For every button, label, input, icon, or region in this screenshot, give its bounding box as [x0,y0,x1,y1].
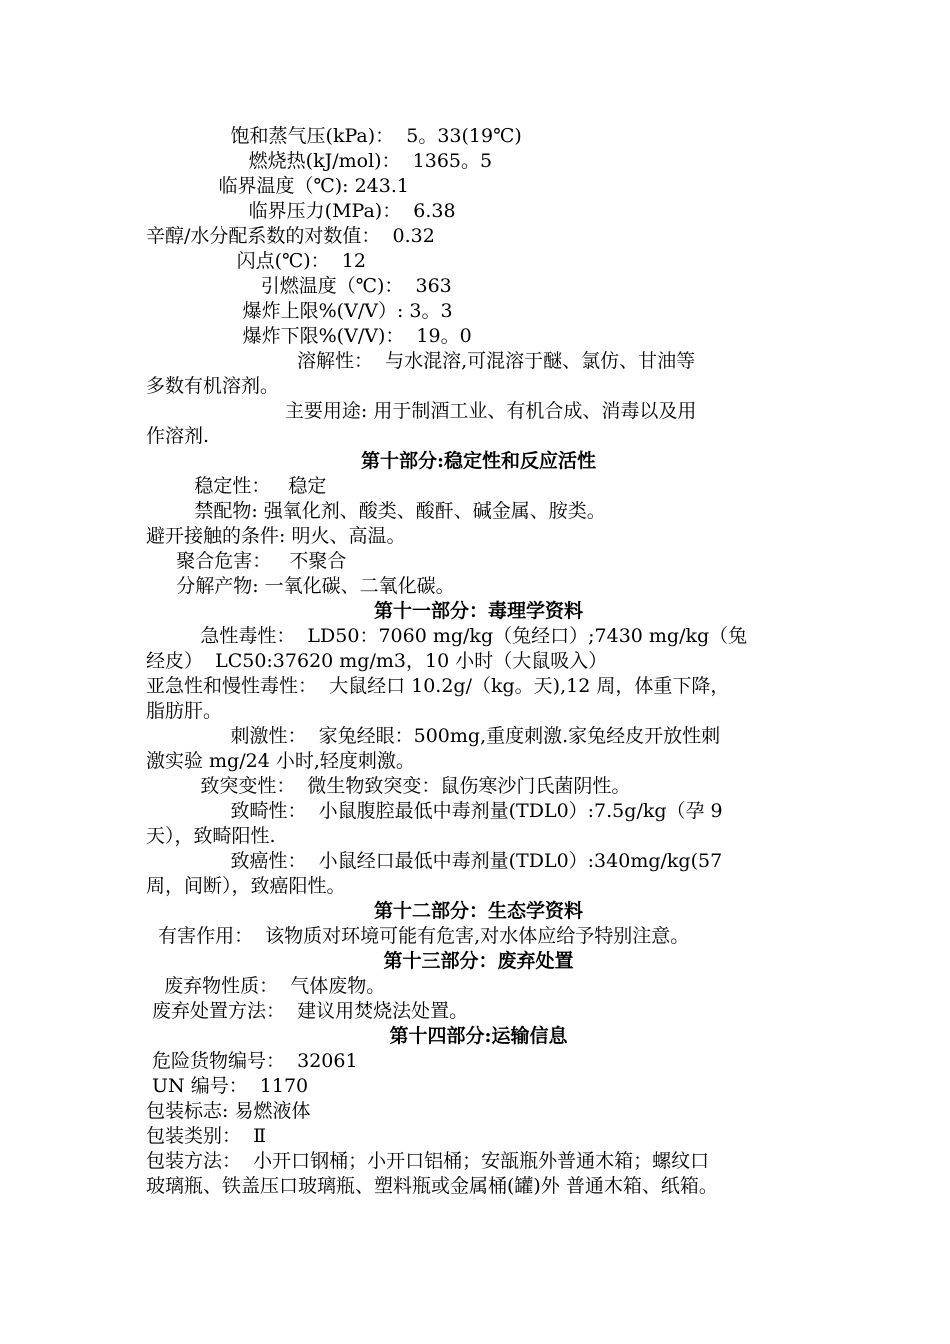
packaging-method: 包装方法： 小开口钢桶；小开口铝桶；安瓿瓶外普通木箱；螺纹口 [146,1150,710,1172]
incompatible-materials: 禁配物: 强氧化剂、酸类、酸酐、碱金属、胺类。 [146,500,606,522]
critical-pressure: 临界压力(MPa)： 6.38 [146,200,456,222]
solubility-cont: 多数有机溶剂。 [146,375,280,397]
harmful-effects: 有害作用： 该物质对环境可能有危害,对水体应给予特别注意。 [146,925,690,947]
un-number: UN 编号： 1170 [146,1075,309,1097]
acute-toxicity-cont: 经皮） LC50:37620 mg/m3，10 小时（大鼠吸入） [146,650,608,672]
section-11-title: 第十一部分：毒理学资料 [373,600,583,622]
chronic-toxicity-cont: 脂肪肝。 [146,700,223,722]
waste-nature: 废弃物性质： 气体废物。 [146,975,386,997]
conditions-to-avoid: 避开接触的条件: 明火、高温。 [146,525,406,547]
carcinogenicity: 致癌性： 小鼠经口最低中毒剂量(TDL0）:340mg/kg(57 [146,850,723,872]
ignition-temperature: 引燃温度（℃)： 363 [146,275,452,297]
section-12-title: 第十二部分：生态学资料 [373,900,583,922]
disposal-method: 废弃处置方法： 建议用焚烧法处置。 [146,1000,469,1022]
stability: 稳定性： 稳定 [146,475,327,497]
heat-of-combustion: 燃烧热(kJ/mol)： 1365。5 [146,150,493,172]
dangerous-goods-number: 危险货物编号： 32061 [146,1050,358,1072]
chronic-toxicity: 亚急性和慢性毒性： 大鼠经口 10.2g/（kg。天),12 周，体重下降， [146,675,730,697]
irritation: 刺激性： 家兔经眼：500mg,重度刺激.家兔经皮开放性刺 [146,725,721,747]
upper-explosive-limit: 爆炸上限%(V/V）: 3。3 [146,300,453,322]
teratogenicity: 致畸性： 小鼠腹腔最低中毒剂量(TDL0）:7.5g/kg（孕 9 [146,800,723,822]
critical-temperature: 临界温度（℃): 243.1 [146,175,409,197]
acute-toxicity: 急性毒性： LD50：7060 mg/kg（兔经口）;7430 mg/kg（兔 [146,625,748,647]
main-uses-cont: 作溶剂. [146,425,210,447]
lower-explosive-limit: 爆炸下限%(V/V)： 19。0 [146,325,472,347]
section-10-title: 第十部分:稳定性和反应活性 [360,450,596,472]
section-13-title: 第十三部分：废弃处置 [383,950,574,972]
polymerization-hazard: 聚合危害： 不聚合 [146,550,347,572]
mutagenicity: 致突变性： 微生物致突变：鼠伤寒沙门氏菌阴性。 [146,775,631,797]
saturated-vapor-pressure: 饱和蒸气压(kPa)： 5。33(19℃) [146,125,522,147]
packaging-method-cont: 玻璃瓶、铁盖压口玻璃瓶、塑料瓶或金属桶(罐)外 普通木箱、纸箱。 [146,1175,718,1197]
teratogenicity-cont: 天），致畸阳性. [146,825,276,847]
flash-point: 闪点(℃)： 12 [146,250,366,272]
packaging-class: 包装类别： Ⅱ [146,1125,266,1147]
octanol-water-partition: 辛醇/水分配系数的对数值： 0.32 [146,225,435,247]
section-14-title: 第十四部分:运输信息 [389,1025,568,1047]
decomposition-products: 分解产物: 一氧化碳、二氧化碳。 [146,575,455,597]
solubility: 溶解性： 与水混溶,可混溶于醚、氯仿、甘油等 [146,350,696,372]
main-uses: 主要用途: 用于制酒工业、有机合成、消毒以及用 [146,400,697,422]
irritation-cont: 激实验 mg/24 小时,轻度刺激。 [146,750,415,772]
carcinogenicity-cont: 周，间断），致癌阳性。 [146,875,346,897]
packaging-mark: 包装标志: 易燃液体 [146,1100,311,1122]
